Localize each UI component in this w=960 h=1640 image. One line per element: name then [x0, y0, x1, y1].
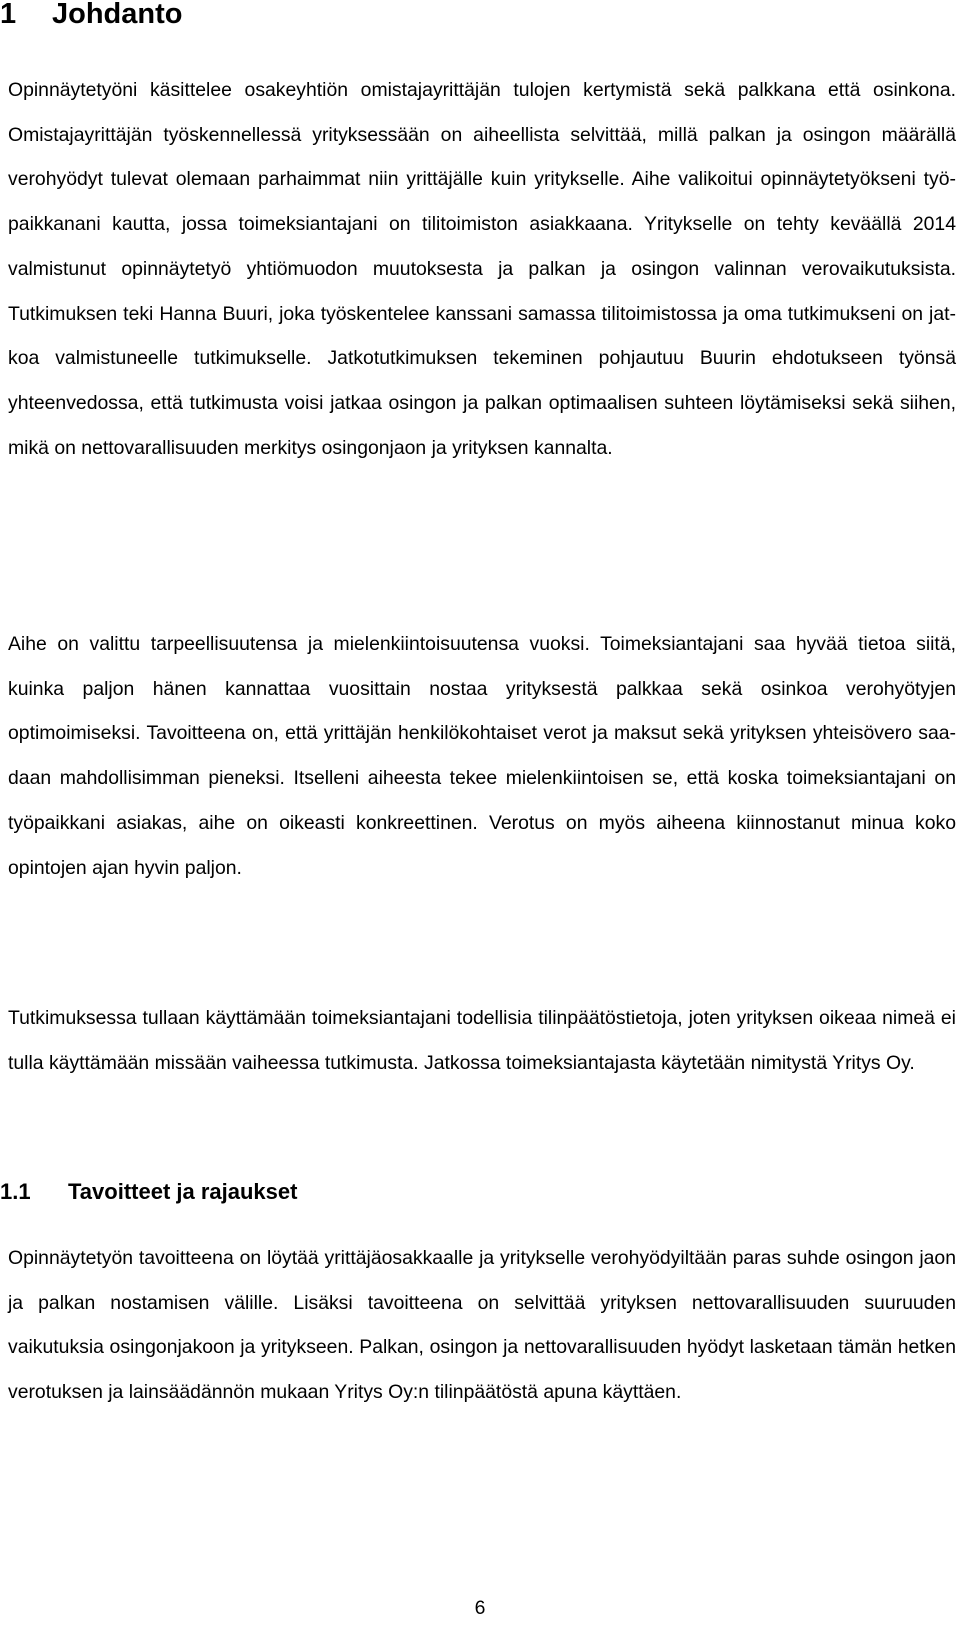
- chapter-title: Johdanto: [52, 0, 183, 30]
- intro-paragraph-2: Aihe on valittu tarpeellisuutensa ja mielenkiintoisuutensa vuoksi. Toimeksiantajani saa hyvää tietoa siitä, kuinka paljon hänen kannattaa vuosittain nostaa yrityksestä palkkaa sekä osinkoa verohyötyjen optimoimiseksi. Tavoitteena on, että yrittäjän henkilökohtaiset verot ja maksut sekä yrityksen yhteisövero saadaan mahdollisimman pieneksi. Itselleni aiheesta tekee mielenkiintoisen se, että koska toimeksiantajani on työpaikkani asiakas, aihe on oikeasti konkreettinen. Verotus on myös aiheena kiinnostanut minua koko opintojen ajan hyvin paljon.: [8, 633, 956, 879]
- intro-paragraph-1: Opinnäytetyöni käsittelee osakeyhtiön omistajayrittäjän tulojen kertymistä sekä palkkana että osinkona. Omistajayrittäjän työskennellessä yrityksessään on aiheellista selvittää, millä palkan ja osingon määrällä verohyödyt tulevat olemaan parhaimmat niin yrittäjälle kuin yritykselle. Aihe valikoitui opinnäytetyökseni työpaikkanani kautta, jossa toimeksiantajani on tilitoimiston asiakkaana. Yritykselle on tehty keväällä 2014 valmistunut opinnäytetyö yhtiömuodon muutoksesta ja palkan ja osingon valinnan verovaikutuksista. Tutkimuksen teki Hanna Buuri, joka työskentelee kanssani samassa tilitoimistossa ja oma tutkimukseni on jatkoa valmistuneelle tutkimukselle. Jatkotutkimuksen tekeminen pohjautuu Buurin ehdotukseen työnsä yhteenvedossa, että tutkimusta voisi jatkaa osingon ja palkan optimaalisen suhteen löytämiseksi sekä siihen, mikä on nettovarallisuuden merkitys osingonjaon ja yrityksen kannalta.: [8, 79, 956, 459]
- intro-paragraph-3: Tutkimuksessa tullaan käyttämään toimeksiantajani todellisia tilinpäätöstietoja, joten yrityksen oikeaa nimeä ei tulla käyttämään missään vaiheessa tutkimusta. Jatkossa toimeksiantajasta käytetään nimitystä Yritys Oy.: [8, 1007, 956, 1074]
- goals-paragraph-1: Opinnäytetyön tavoitteena on löytää yrittäjäosakkaalle ja yritykselle verohyödyiltään paras suhde osingon jaon ja palkan nostamisen välille. Lisäksi tavoitteena on selvittää yrityksen nettovarallisuuden suuruuden vaikutuksia osingonjakoon ja yritykseen. Palkan, osingon ja nettovarallisuuden hyödyt lasketaan tämän hetken verotuksen ja lainsäädännön mukaan Yritys Oy:n tilinpäätöstä apuna käyttäen.: [8, 1247, 956, 1404]
- page-number: 6: [474, 1597, 486, 1619]
- section-title: Tavoitteet ja rajaukset: [68, 1179, 298, 1204]
- chapter-number: 1: [0, 0, 17, 30]
- section-heading: [0, 1174, 297, 1210]
- chapter-heading: [0, 0, 183, 34]
- section-number: 1.1: [0, 1179, 31, 1204]
